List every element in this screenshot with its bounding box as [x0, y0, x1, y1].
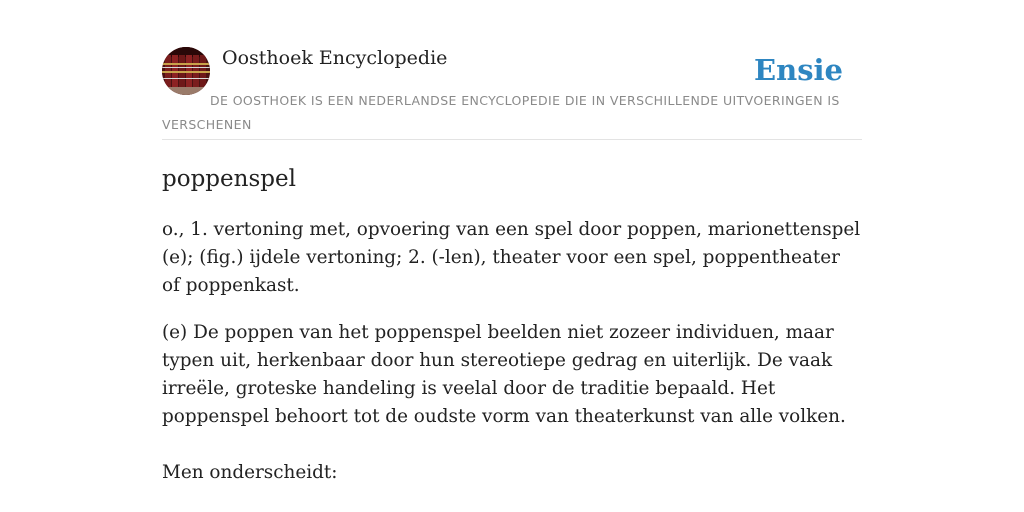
encyclopedia-books-icon[interactable]: [162, 47, 210, 95]
entry-article: [162, 160, 862, 487]
site-name[interactable]: Oosthoek Encyclopedie: [222, 47, 448, 69]
entry-definition-paragraph: o., 1. vertoning met, opvoering van een spel door poppen, marionettenspel (e); (fig.) ijdele vertoning; 2. (-len), theater voor een spel, poppentheater of poppenkast.: [162, 219, 861, 296]
entry-explanation-paragraph: (e) De poppen van het poppenspel beelden niet zozeer individuen, maar typen uit, herkenbaar door hun stereotiepe gedrag en uiterlijk. De vaak irreële, groteske handeling is veelal door de traditie bepaald. Het poppenspel behoort tot de oudste vorm van theaterkunst van alle volken.: [162, 322, 846, 427]
brand-logo-link[interactable]: Ensie: [754, 53, 843, 87]
entry-headword: poppenspel: [162, 166, 296, 192]
header-divider: [162, 139, 862, 140]
site-tagline: DE OOSTHOEK IS EEN NEDERLANDSE ENCYCLOPEDIE DIE IN VERSCHILLENDE UITVOERINGEN IS VERSCHENEN: [162, 93, 840, 132]
entry-list-intro: Men onderscheidt:: [162, 462, 338, 483]
